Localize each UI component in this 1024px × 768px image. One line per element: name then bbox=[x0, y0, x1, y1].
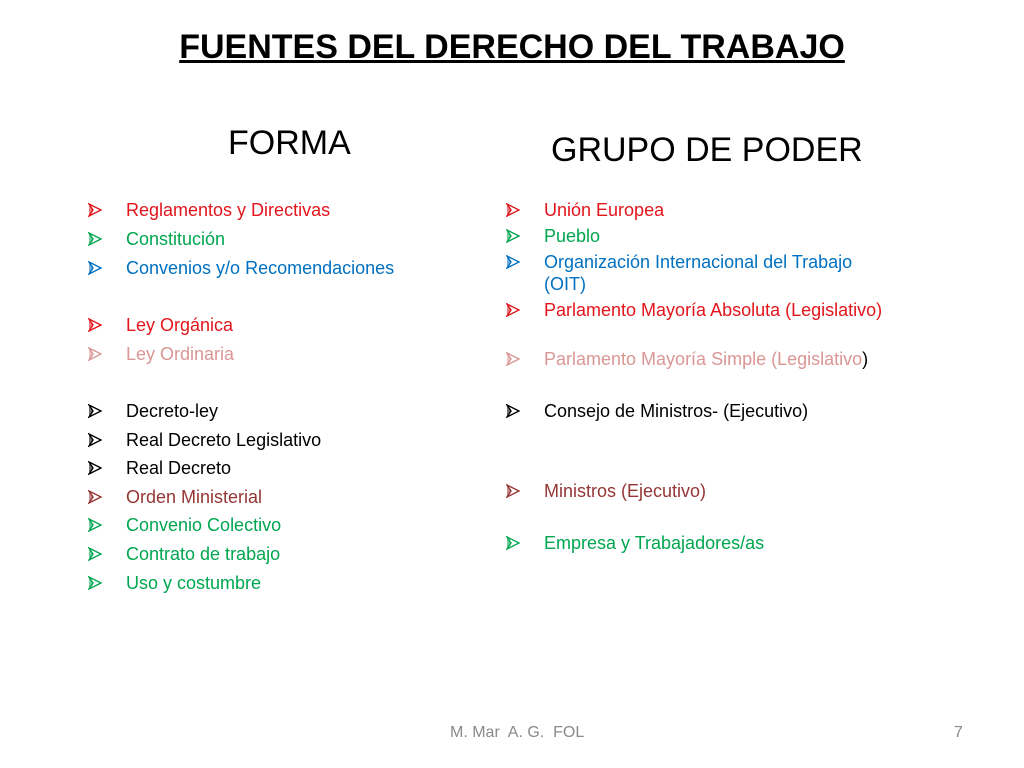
forma-item bbox=[88, 257, 448, 279]
forma-item-label: Convenio Colectivo bbox=[126, 515, 282, 535]
arrowhead-check-icon bbox=[88, 228, 126, 250]
forma-item-label: Decreto-ley bbox=[126, 401, 219, 421]
page-number: 7 bbox=[954, 724, 963, 741]
poder-item bbox=[506, 251, 886, 295]
arrowhead-check-icon bbox=[88, 400, 126, 422]
arrowhead-check-icon bbox=[506, 251, 544, 273]
forma-item-label: Convenios y/o Recomendaciones bbox=[126, 258, 395, 278]
arrowhead-check-icon bbox=[506, 532, 544, 554]
poder-item-label: Unión Europea bbox=[544, 200, 665, 220]
poder-item bbox=[506, 480, 886, 502]
forma-item bbox=[88, 400, 448, 422]
arrowhead-check-icon bbox=[88, 457, 126, 479]
poder-item-label: Ministros (Ejecutivo) bbox=[544, 481, 707, 501]
arrowhead-check-icon bbox=[88, 514, 126, 536]
forma-item-label: Real Decreto bbox=[126, 458, 232, 478]
arrowhead-check-icon bbox=[88, 572, 126, 594]
forma-item-label: Reglamentos y Directivas bbox=[126, 200, 331, 220]
poder-item bbox=[506, 199, 886, 221]
forma-heading: FORMA bbox=[228, 124, 351, 162]
forma-item-label: Real Decreto Legislativo bbox=[126, 430, 322, 450]
poder-item-label: Consejo de Ministros- (Ejecutivo) bbox=[544, 401, 809, 421]
forma-item bbox=[88, 343, 448, 365]
forma-item-label: Ley Orgánica bbox=[126, 315, 234, 335]
grupo-de-poder-heading: GRUPO DE PODER bbox=[551, 131, 863, 169]
forma-item-label: Contrato de trabajo bbox=[126, 544, 281, 564]
poder-item bbox=[506, 225, 886, 247]
poder-item-label: Pueblo bbox=[544, 226, 601, 246]
arrowhead-check-icon bbox=[88, 199, 126, 221]
forma-item bbox=[88, 543, 448, 565]
arrowhead-check-icon bbox=[88, 543, 126, 565]
forma-item-label: Orden Ministerial bbox=[126, 487, 263, 507]
poder-item-label: Empresa y Trabajadores/as bbox=[544, 533, 765, 553]
poder-item bbox=[506, 532, 886, 554]
forma-item bbox=[88, 572, 448, 594]
arrowhead-check-icon bbox=[88, 343, 126, 365]
slide-title: FUENTES DEL DERECHO DEL TRABAJO bbox=[179, 28, 845, 66]
arrowhead-check-icon bbox=[88, 429, 126, 451]
forma-item bbox=[88, 486, 448, 508]
forma-item bbox=[88, 228, 448, 250]
arrowhead-check-icon bbox=[506, 299, 544, 321]
arrowhead-check-icon bbox=[506, 400, 544, 422]
footer-author: M. Mar A. G. FOL bbox=[450, 724, 585, 741]
arrowhead-check-icon bbox=[88, 486, 126, 508]
arrowhead-check-icon bbox=[506, 348, 544, 370]
poder-item bbox=[506, 400, 886, 422]
arrowhead-check-icon bbox=[506, 480, 544, 502]
forma-item bbox=[88, 429, 448, 451]
poder-item-label: Parlamento Mayoría Simple (Legislativo) bbox=[544, 349, 869, 369]
forma-item bbox=[88, 314, 448, 336]
forma-item-label: Ley Ordinaria bbox=[126, 344, 235, 364]
poder-item-suffix: ) bbox=[862, 349, 869, 369]
arrowhead-check-icon bbox=[88, 257, 126, 279]
poder-item-label: Organización Internacional del Trabajo (OIT) bbox=[544, 252, 853, 294]
forma-item bbox=[88, 199, 448, 221]
poder-item bbox=[506, 299, 886, 321]
arrowhead-check-icon bbox=[506, 199, 544, 221]
forma-item-label: Constitución bbox=[126, 229, 226, 249]
arrowhead-check-icon bbox=[88, 314, 126, 336]
forma-item bbox=[88, 457, 448, 479]
poder-item bbox=[506, 348, 886, 370]
poder-item-label: Parlamento Mayoría Absoluta (Legislativo) bbox=[544, 300, 883, 320]
arrowhead-check-icon bbox=[506, 225, 544, 247]
forma-item bbox=[88, 514, 448, 536]
forma-item-label: Uso y costumbre bbox=[126, 573, 262, 593]
